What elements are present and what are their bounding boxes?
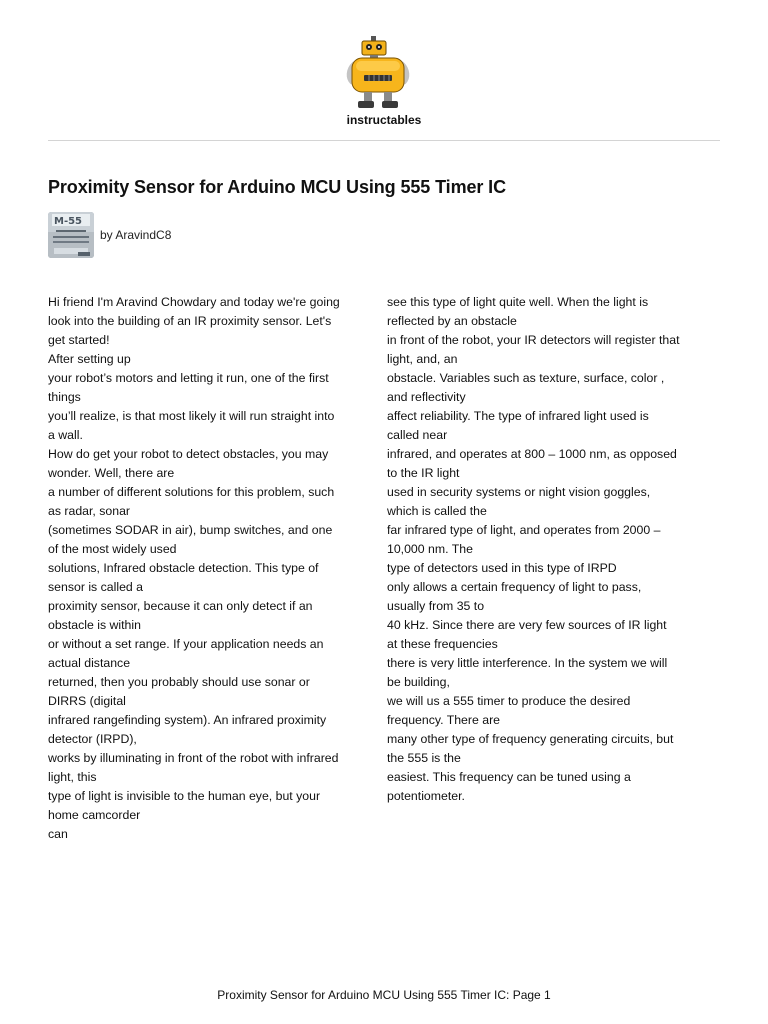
body-text-line: obstacle is within bbox=[48, 618, 141, 632]
body-text-line: or without a set range. If your application needs an bbox=[48, 637, 324, 651]
body-text-line: reflected by an obstacle bbox=[387, 314, 517, 328]
body-text-line: there is very little interference. In the system we will bbox=[387, 656, 668, 670]
body-text-line: potentiometer. bbox=[387, 789, 465, 803]
article-body-left-column bbox=[48, 293, 370, 844]
body-text-line: After setting up bbox=[48, 352, 131, 366]
header-divider bbox=[48, 140, 720, 141]
body-text-line: type of light is invisible to the human eye, but your bbox=[48, 789, 321, 803]
body-text-line: light, this bbox=[48, 770, 97, 784]
author-avatar-icon[interactable] bbox=[48, 212, 94, 258]
instructables-robot-logo-icon[interactable] bbox=[342, 34, 414, 112]
body-text-line: How do get your robot to detect obstacles, you may bbox=[48, 447, 329, 461]
body-text-line: of the most widely used bbox=[48, 542, 177, 556]
body-text-line: DIRRS (digital bbox=[48, 694, 126, 708]
body-text-line: works by illuminating in front of the robot with infrared bbox=[48, 751, 339, 765]
author-byline[interactable]: by AravindC8 bbox=[100, 228, 172, 242]
body-text-line: actual distance bbox=[48, 656, 131, 670]
body-text-line: home camcorder bbox=[48, 808, 141, 822]
body-text-line: look into the building of an IR proximity sensor. Let's bbox=[48, 314, 332, 328]
body-text-line: the 555 is the bbox=[387, 751, 461, 765]
page-header bbox=[0, 0, 768, 140]
page-title: Proximity Sensor for Arduino MCU Using 555 Timer IC bbox=[48, 177, 506, 197]
body-text-line: which is called the bbox=[387, 504, 487, 518]
body-text-line: and reflectivity bbox=[387, 390, 466, 404]
article-body-right-column bbox=[387, 293, 709, 806]
body-text-line: we will us a 555 timer to produce the desired bbox=[387, 694, 631, 708]
body-text-line: proximity sensor, because it can only detect if an bbox=[48, 599, 313, 613]
body-text-line: see this type of light quite well. When the light is bbox=[387, 295, 649, 309]
body-text-line: a wall. bbox=[48, 428, 83, 442]
body-text-line: in front of the robot, your IR detectors will register that bbox=[387, 333, 680, 347]
body-text-line: can bbox=[48, 827, 68, 841]
brand-name[interactable]: instructables bbox=[346, 113, 422, 127]
body-text-line: called near bbox=[387, 428, 448, 442]
body-text-line: detector (IRPD), bbox=[48, 732, 137, 746]
body-text-line: wonder. Well, there are bbox=[48, 466, 175, 480]
body-text-line: easiest. This frequency can be tuned using a bbox=[387, 770, 631, 784]
body-text-line: frequency. There are bbox=[387, 713, 501, 727]
body-text-line: far infrared type of light, and operates from 2000 – bbox=[387, 523, 661, 537]
body-text-line: used in security systems or night vision goggles, bbox=[387, 485, 651, 499]
body-text-line: affect reliability. The type of infrared light used is bbox=[387, 409, 649, 423]
body-text-line: usually from 35 to bbox=[387, 599, 485, 613]
body-text-line: solutions, Infrared obstacle detection. This type of bbox=[48, 561, 319, 575]
body-text-line: sensor is called a bbox=[48, 580, 144, 594]
body-text-line: light, and, an bbox=[387, 352, 458, 366]
body-text-line: your robot’s motors and letting it run, one of the first bbox=[48, 371, 329, 385]
body-text-line: infrared, and operates at 800 – 1000 nm, as opposed bbox=[387, 447, 677, 461]
page-footer: Proximity Sensor for Arduino MCU Using 555 Timer IC: Page 1 bbox=[217, 988, 551, 1002]
body-text-line: obstacle. Variables such as texture, surface, color , bbox=[387, 371, 665, 385]
body-text-line: get started! bbox=[48, 333, 110, 347]
body-text-line: you’ll realize, is that most likely it will run straight into bbox=[48, 409, 335, 423]
body-text-line: at these frequencies bbox=[387, 637, 498, 651]
body-text-line: things bbox=[48, 390, 81, 404]
body-text-line: be building, bbox=[387, 675, 450, 689]
body-text-line: as radar, sonar bbox=[48, 504, 131, 518]
body-text-line: a number of different solutions for this problem, such bbox=[48, 485, 335, 499]
body-text-line: many other type of frequency generating circuits, but bbox=[387, 732, 674, 746]
svg-text:M-55: M-55 bbox=[54, 216, 83, 227]
body-text-line: returned, then you probably should use sonar or bbox=[48, 675, 310, 689]
body-text-line: 40 kHz. Since there are very few sources of IR light bbox=[387, 618, 667, 632]
body-text-line: 10,000 nm. The bbox=[387, 542, 473, 556]
body-text-line: to the IR light bbox=[387, 466, 460, 480]
body-text-line: infrared rangefinding system). An infrared proximity bbox=[48, 713, 327, 727]
body-text-line: only allows a certain frequency of light to pass, bbox=[387, 580, 642, 594]
body-text-line: (sometimes SODAR in air), bump switches, and one bbox=[48, 523, 333, 537]
body-text-line: type of detectors used in this type of IRPD bbox=[387, 561, 617, 575]
body-text-line: Hi friend I'm Aravind Chowdary and today we're going bbox=[48, 295, 340, 309]
